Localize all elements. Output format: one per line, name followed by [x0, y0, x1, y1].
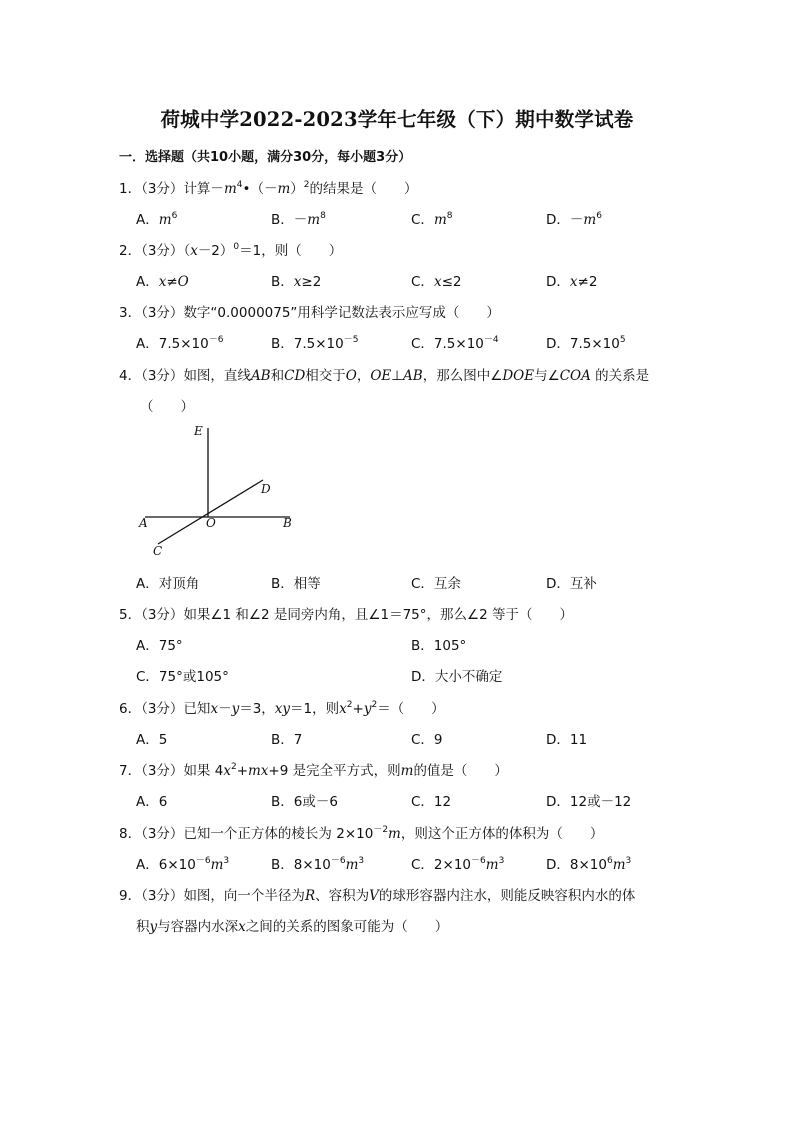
q6-option-c[interactable]: C．9 [411, 732, 443, 748]
q5-option-b[interactable]: B．105° [411, 638, 467, 654]
q3-option-a[interactable]: A．$7.5\times 10^{-6}$ [136, 335, 224, 352]
q4-option-a[interactable]: A．对顶角 [136, 576, 200, 592]
q2-option-c[interactable]: C．x≤2 [411, 274, 462, 290]
q6-option-b[interactable]: B．7 [271, 732, 303, 748]
q7-option-c[interactable]: C．12 [411, 794, 452, 810]
q7-option-d[interactable]: D．12或－12 [546, 794, 632, 810]
q5-option-c[interactable]: C．75°或105° [136, 669, 229, 685]
question-9: 9．（3分）如图，向一个半径为R、容积为V的球形容器内注水，则能反映容积内水的体 [119, 888, 636, 904]
q8-option-a[interactable]: A．$6\times 10^{-6}m^3$ [136, 856, 230, 873]
question-9-cont: 积y与容器内水深x之间的关系的图象可能为（ ） [136, 919, 449, 935]
q8-option-b[interactable]: B．$8\times 10^{-6}m^3$ [271, 856, 365, 873]
q1-option-b[interactable]: B．$-m^8$ [271, 211, 326, 228]
question-2: 2．（3分）$(x-2)^0=1$，则（ ） [119, 242, 343, 259]
question-1: 1．（3分）计算$-m^4•(-m)^2$的结果是（ ） [119, 180, 418, 197]
q1-option-c[interactable]: C．$m^8$ [411, 211, 453, 228]
question-4: 4．（3分）如图，直线AB和CD相交于O，OE⊥AB，那么图中∠DOE与∠COA 的关系是 [119, 368, 650, 384]
line-cd [158, 480, 263, 544]
label-a: A [139, 516, 148, 530]
question-5: 5．（3分）如果∠1 和∠2 是同旁内角，且∠1＝75°，那么∠2 等于（ ） [119, 607, 574, 623]
q2-option-a[interactable]: A．x≠O [136, 274, 189, 290]
q2-option-d[interactable]: D．x≠2 [546, 274, 598, 290]
q4-option-d[interactable]: D．互补 [546, 576, 597, 592]
q5-option-a[interactable]: A．75° [136, 638, 183, 654]
label-d: D [261, 482, 271, 496]
q6-option-a[interactable]: A．5 [136, 732, 168, 748]
label-b: B [283, 516, 292, 530]
label-e: E [194, 424, 203, 438]
intersecting-lines-diagram [135, 420, 300, 560]
q4-figure [135, 420, 300, 560]
q8-option-c[interactable]: C．$2\times 10^{-6}m^3$ [411, 856, 505, 873]
question-7: 7．（3分）如果 $4x^2+mx+9$ 是完全平方式，则m的值是（ ） [119, 762, 508, 779]
q5-option-d[interactable]: D．大小不确定 [411, 669, 503, 685]
question-3: 3．（3分）数字“0.0000075”用科学记数法表示应写成（ ） [119, 305, 500, 321]
label-c: C [153, 544, 163, 558]
label-o: O [206, 516, 216, 530]
question-6: 6．（3分）已知x－y＝3，xy＝1，则$x^2+y^2=$（ ） [119, 700, 445, 717]
q2-option-b[interactable]: B．x≥2 [271, 274, 322, 290]
q6-option-d[interactable]: D．11 [546, 732, 588, 748]
question-8: 8．（3分）已知一个正方体的棱长为 $2\times 10^{-2}m$，则这个正方体的体积为（ ） [119, 825, 604, 842]
exam-title: 荷城中学2022-2023学年七年级（下）期中数学试卷 [160, 108, 634, 131]
q3-option-b[interactable]: B．$7.5\times 10^{-5}$ [271, 335, 359, 352]
q3-option-c[interactable]: C．$7.5\times 10^{-4}$ [411, 335, 499, 352]
q4-option-b[interactable]: B．相等 [271, 576, 321, 592]
q3-option-d[interactable]: D．$7.5\times 10^5$ [546, 335, 626, 352]
section-heading: 一．选择题（共10小题，满分30分，每小题3分） [119, 150, 412, 165]
q7-option-b[interactable]: B．6或－6 [271, 794, 338, 810]
q4-option-c[interactable]: C．互余 [411, 576, 461, 592]
q8-option-d[interactable]: D．$8\times 10^6m^3$ [546, 856, 632, 873]
question-4-paren: （ ） [140, 399, 194, 415]
q7-option-a[interactable]: A．6 [136, 794, 168, 810]
q1-option-d[interactable]: D．$-m^6$ [546, 211, 602, 228]
q1-option-a[interactable]: A．$m^6$ [136, 211, 178, 228]
